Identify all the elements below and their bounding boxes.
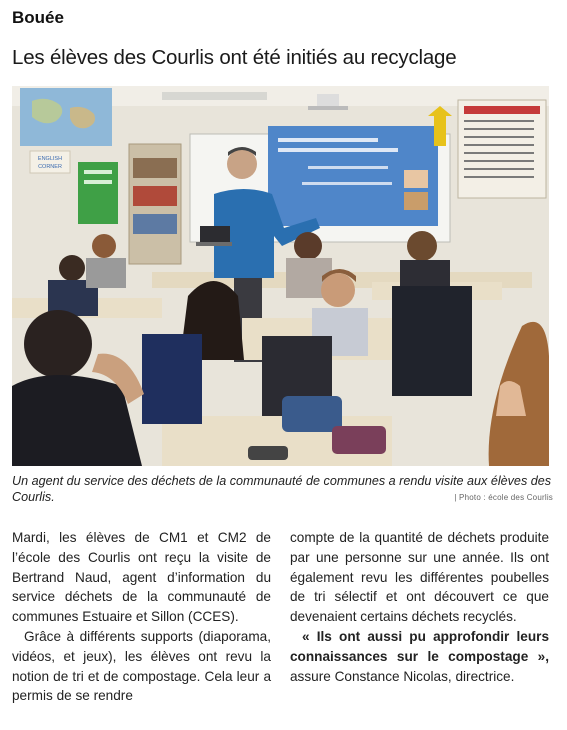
article-headline: Les élèves des Courlis ont été initiés au recyclage — [12, 46, 457, 69]
quote-paragraph — [290, 627, 549, 686]
body-paragraph: Mardi, les élèves de CM1 et CM2 de l’école des Courlis ont reçu la visite de Bertrand Naud, agent d’information du service déchets de la communauté de communes Estuaire et Sillon (CCES). — [12, 530, 271, 625]
quote-attribution: assure Constance Nicolas, directrice. — [290, 668, 515, 684]
body-column-right — [290, 528, 549, 686]
photo-caption: Un agent du service des déchets de la communauté de communes a rendu visite aux élèves des Courlis. — [12, 474, 552, 504]
body-column-left — [12, 528, 271, 706]
svg-text:CORNER: CORNER — [38, 164, 62, 170]
classroom-photo — [12, 86, 549, 466]
svg-text:ENGLISH: ENGLISH — [37, 156, 63, 162]
body-paragraph: Grâce à différents supports (diaporama, vidéos, et jeux), les élèves ont revu la notion de tri et de compostage. Cela leur a permis de se rendre — [12, 628, 271, 704]
photo-credit: | Photo : école des Courlis — [454, 493, 553, 502]
section-kicker: Bouée — [12, 8, 64, 27]
director-quote: « Ils ont aussi pu approfondir leurs connaissances sur le compostage », — [290, 628, 549, 664]
english-corner-sign — [30, 151, 70, 173]
body-paragraph: compte de la quantité de déchets produite par une personne sur une année. Ils ont également revu les différentes poubelles de tri sélectif et ont découvert ce que devenaient certains déchets recyclés. — [290, 530, 549, 625]
